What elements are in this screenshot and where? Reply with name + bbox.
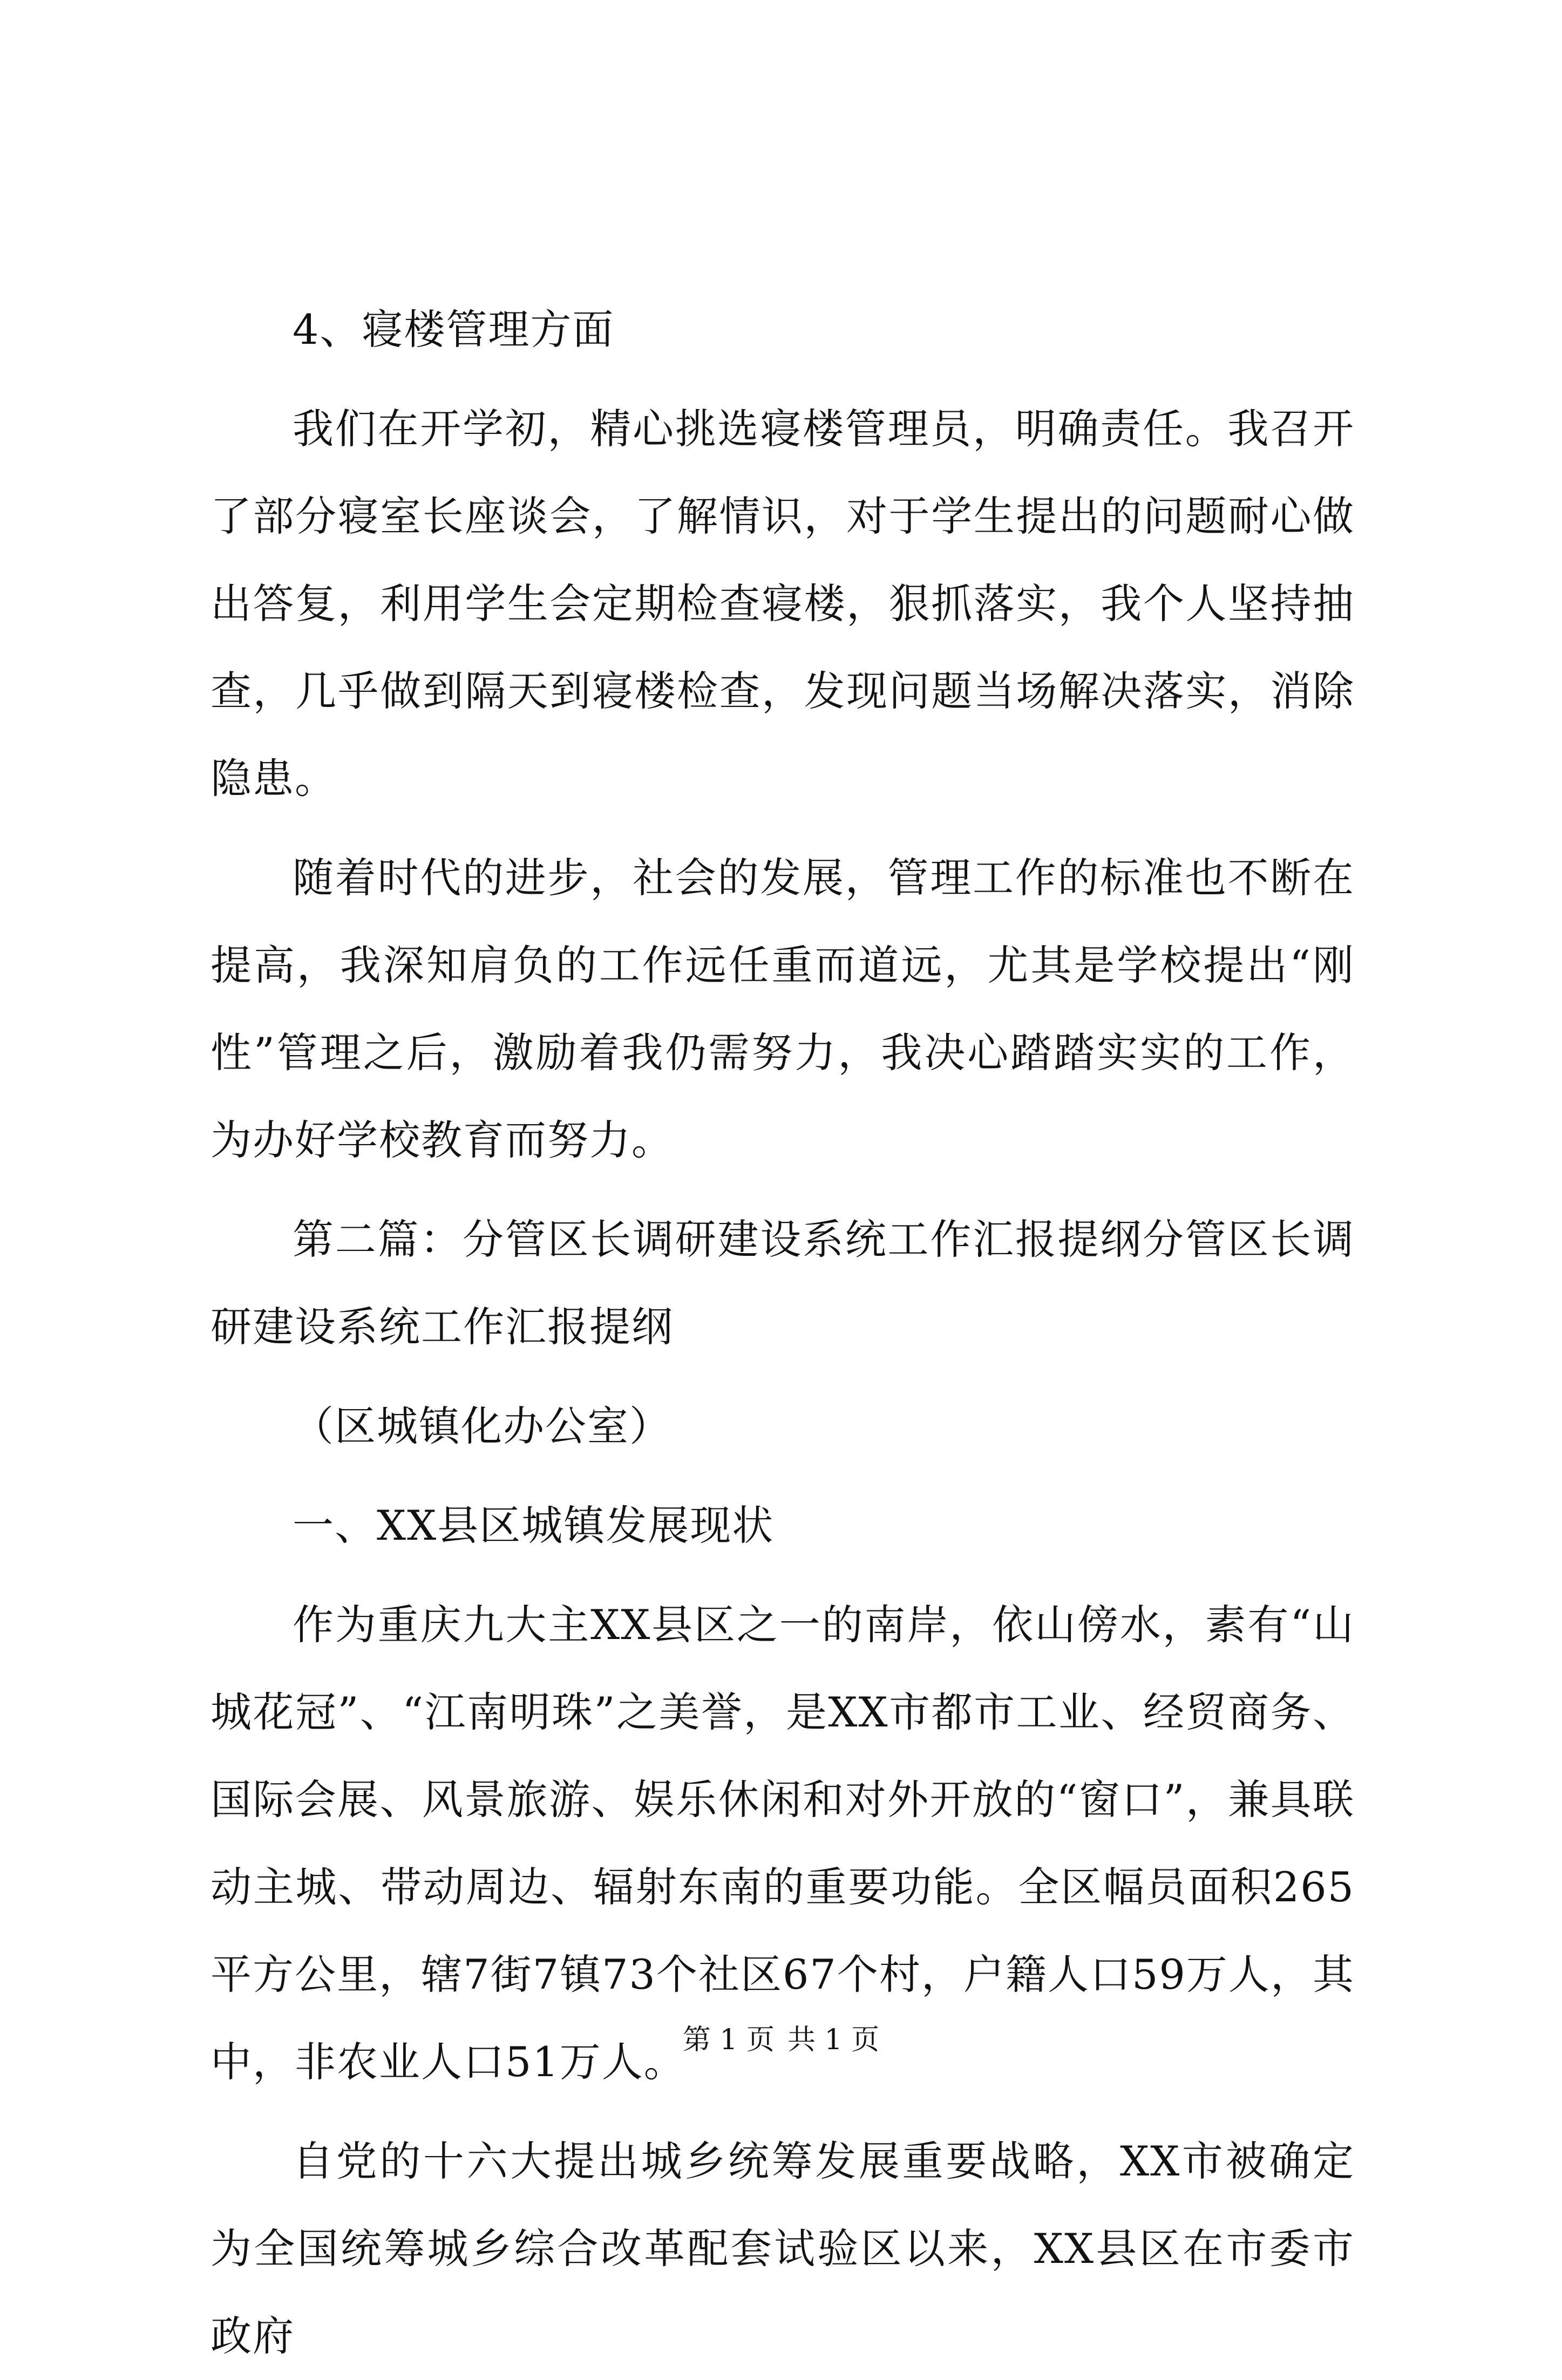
- section-heading-dorm-management: 4、寝楼管理方面: [293, 305, 615, 353]
- document-body: [210, 286, 1355, 2380]
- page-total: 共 1 页: [787, 2024, 880, 2056]
- paragraph-summary: 随着时代的进步，社会的发展，管理工作的标准也不断在提高，我深知肩负的工作远任重而道远，尤其是学校提出“刚性”管理之后，激励着我仍需努力，我决心踏踏实实的工作，为办好学校教育而努力。: [210, 854, 1355, 1164]
- chapter-title: 第二篇：分管区长调研建设系统工作汇报提纲分管区长调研建设系统工作汇报提纲: [210, 1215, 1355, 1351]
- page-footer: [0, 2021, 1562, 2059]
- chapter-subtitle: （区城镇化办公室）: [293, 1402, 671, 1450]
- page-number: 第 1 页: [682, 2024, 775, 2056]
- paragraph-urban-rural: 自党的十六大提出城乡统筹发展重要战略，XX市被确定为全国统筹城乡综合改革配套试验区以来，XX县区在市委市政府: [210, 2137, 1355, 2360]
- section-heading-status: 一、XX县区城镇发展现状: [293, 1501, 775, 1549]
- paragraph-district-overview: 作为重庆九大主XX县区之一的南岸，依山傍水，素有“山城花冠”、“江南明珠”之美誉，是XX市都市工业、经贸商务、国际会展、风景旅游、娱乐休闲和对外开放的“窗口”，兼具联动主城、带动周边、辐射东南的重要功能。全区幅员面积265平方公里，辖7街7镇73个社区67个村，户籍人口59万人，其中，非农业人口51万人。: [210, 1601, 1355, 2086]
- paragraph-dorm-management: 我们在开学初，精心挑选寝楼管理员，明确责任。我召开了部分寝室长座谈会，了解情识，对于学生提出的问题耐心做出答复，利用学生会定期检查寝楼，狠抓落实，我个人坚持抽查，几乎做到隔天到寝楼检查，发现问题当场解决落实，消除隐患。: [210, 405, 1355, 803]
